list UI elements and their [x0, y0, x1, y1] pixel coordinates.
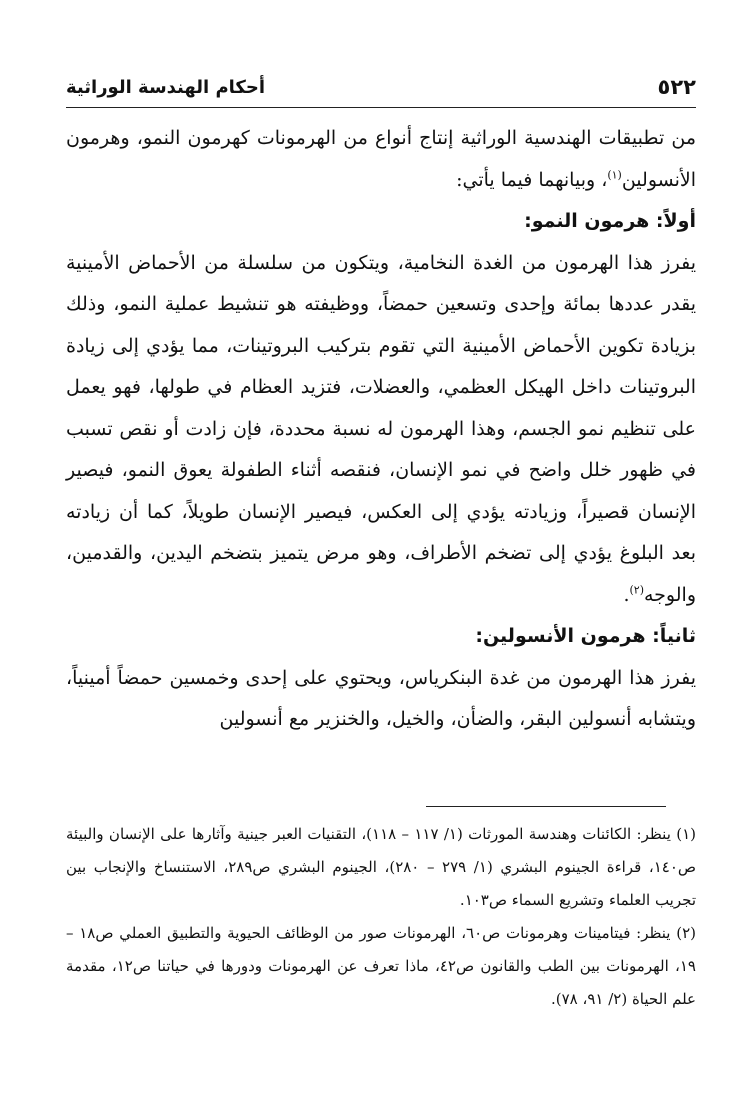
footnote-divider [426, 806, 666, 807]
footnote-ref-2[interactable]: (٢) [629, 583, 644, 597]
growth-hormone-paragraph [66, 243, 696, 617]
footnote-2: (٢) ينظر: فيتامينات وهرمونات ص٦٠، الهرمونات صور من الوظائف الحيوية والتطبيق العملي ص١٨ – ١٩، الهرمونات بين الطب والقانون ص٤٢، ماذا تعرف عن الهرمونات ودورها في حياتنا ص١٢، مقدمة علم الحياة (٢/ ٩١، ٧٨). [66, 924, 696, 1008]
growth-hormone-text: يفرز هذا الهرمون من الغدة النخامية، ويتكون من سلسلة من الأحماض الأمينية يقدر عددها بمائة وإحدى وتسعين حمضاً، ووظيفته هو تنشيط عملية النمو، وذلك بزيادة تكوين الأحماض الأمينية التي تقوم بتركيب البروتينات، مما يؤدي إلى زيادة البروتينات داخل الهيكل العظمي، والعضلات، فتزيد العظام في طولها، فهو يعمل على تنظيم نمو الجسم، وهذا الهرمون له نسبة محددة، فإن زادت أو نقص تسبب في ظهور خلل واضح في نمو الإنسان، فنقصه أثناء الطفولة يعوق النمو، فيصير الإنسان قصيراً، وزيادته يؤدي إلى العكس، فيصير الإنسان طويلاً، كما أن زيادته بعد البلوغ يؤدي إلى تضخم الأطراف، وهو مرض يتميز بتضخم اليدين، والقدمين، والوجه [66, 251, 696, 606]
section-heading-growth-hormone: أولاً: هرمون النمو: [524, 210, 696, 232]
footnote-1: (١) ينظر: الكائنات وهندسة المورثات (١/ ١١٧ – ١١٨)، التقنيات العبر جينية وآثارها على الإنسان والبيئة ص١٤٠، قراءة الجينوم البشري (١/ ٢٧٩ – ٢٨٠)، الجينوم البشري ص٢٨٩، الاستنساخ والإنجاب بين تجريب العلماء وتشريع السماء ص١٠٣. [66, 825, 697, 909]
paragraph-end: . [623, 583, 630, 606]
footnotes [66, 818, 696, 1016]
insulin-paragraph: يفرز هذا الهرمون من غدة البنكرياس، ويحتوي على إحدى وخمسين حمضاً أمينياً، ويتشابه أنسولين البقر، والضأن، والخيل، والخنزير مع أنسولين [66, 666, 696, 730]
page-number: ٥٢٢ [657, 75, 696, 99]
main-text [66, 118, 696, 741]
page-header [66, 70, 696, 104]
header-divider [66, 107, 696, 108]
footnote-ref-1[interactable]: (١) [607, 168, 622, 182]
intro-paragraph [66, 118, 696, 201]
intro-text: من تطبيقات الهندسية الوراثية إنتاج أنواع من الهرمونات كهرمون النمو، وهرمون الأنسولين [66, 127, 696, 191]
section-heading-insulin: ثانياً: هرمون الأنسولين: [475, 625, 696, 647]
running-title: أحكام الهندسة الوراثية [66, 76, 266, 98]
intro-tail: ، وبيانهما فيما يأتي: [456, 168, 608, 191]
